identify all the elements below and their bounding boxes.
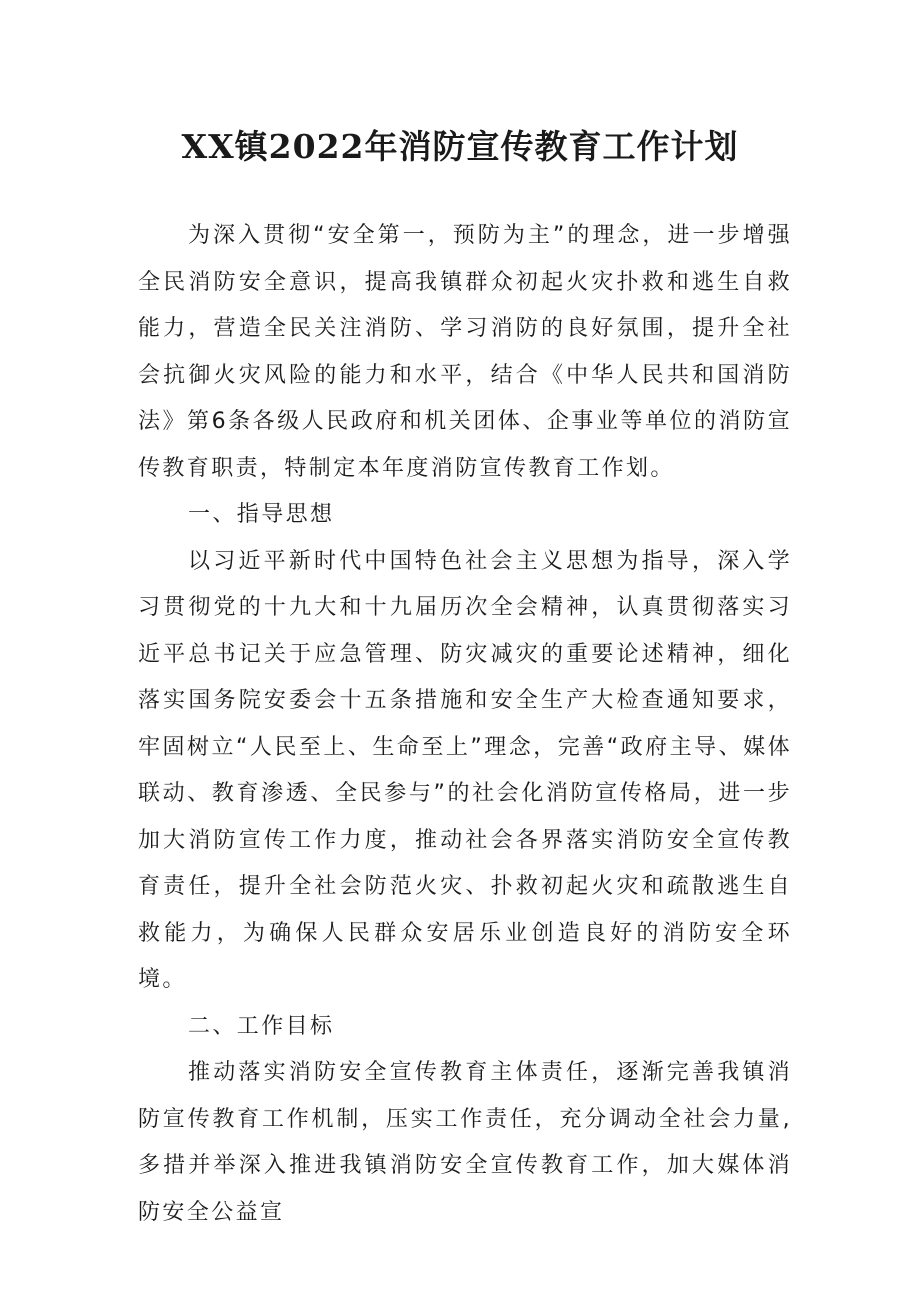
intro-paragraph: 为深入贯彻“安全第一，预防为主”的理念，进一步增强全民消防安全意识，提高我镇群众初起火灾扑救和逃生自救能力，营造全民关注消防、学习消防的良好氛围，提升全社会抗御火灾风险的能力和水平，结合《中华人民共和国消防法》第6条各级人民政府和机关团体、企事业等单位的消防宣传教育职责，特制定本年度消防宣传教育工作划。 (138, 223, 792, 481)
section-heading-work-goals: 二、工作目标 (188, 1013, 335, 1039)
document-title: XX镇2022年消防宣传教育工作计划 (181, 127, 739, 166)
section-heading-guiding-ideology: 一、指导思想 (188, 502, 335, 527)
section-body-guiding-ideology: 以习近平新时代中国特色社会主义思想为指导，深入学习贯彻党的十九大和十九届历次全会精神，认真贯彻落实习近平总书记关于应急管理、防灾减灾的重要论述精神，细化落实国务院安委会十五条措施和安全生产大检查通知要求，牢固树立“人民至上、生命至上”理念，完善“政府主导、媒体联动、教育渗透、全民参与”的社会化消防宣传格局，进一步加大消防宣传工作力度，推动社会各界落实消防安全宣传教育责任，提升全社会防范火灾、扑救初起火灾和疏散逃生自救能力，为确保人民群众安居乐业创造良好的消防安全环境。 (138, 548, 792, 992)
section-body-work-goals: 推动落实消防安全宣传教育主体责任，逐渐完善我镇消防宣传教育工作机制，压实工作责任，充分调动全社会力量,多措并举深入推进我镇消防安全宣传教育工作，加大媒体消防安全公益宣 (138, 1060, 792, 1225)
document-body (138, 213, 792, 1236)
